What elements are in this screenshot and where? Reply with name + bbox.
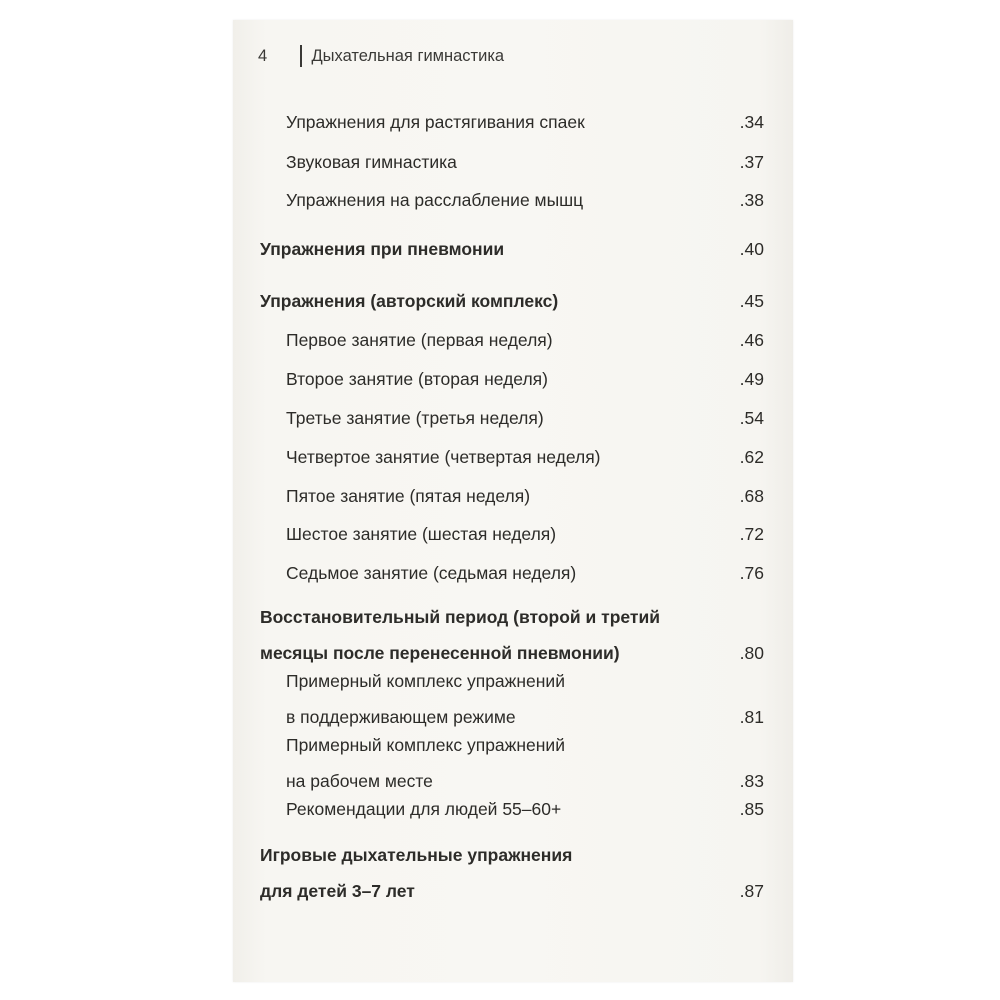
toc-entry-title: Третье занятие (третья неделя) [286,408,544,428]
dot-leader [550,398,737,424]
toc-entry-title: Первое занятие (первая неделя) [286,330,553,350]
toc-page-number: .34 [739,112,764,132]
toc-entry-title: Седьмое занятие (седьмая неделя) [286,563,577,583]
toc-page-number: .72 [739,524,764,544]
dot-leader [510,229,737,255]
toc-section-entry[interactable] [260,603,764,667]
toc-entry-title: Рекомендации для людей 55–60+ [286,799,562,819]
toc-page-number: .49 [739,369,764,389]
toc-page-number: .83 [739,771,764,791]
toc-entry-title: Упражнения при пневмонии [260,239,505,259]
toc-subsection-entry[interactable] [260,553,764,586]
toc-section-entry[interactable] [260,281,764,314]
toc-entry-title: Примерный комплекс упражнений [286,671,565,691]
dot-leader [562,514,737,540]
toc-entry-title: в поддерживающем режиме [286,707,516,727]
dot-leader [536,476,737,502]
dot-leader [439,759,737,787]
dot-leader [564,281,736,307]
toc-page-number: .40 [739,239,764,259]
toc-page-number: .85 [739,799,764,819]
toc-entry-title: для детей 3–7 лет [260,881,415,901]
toc-entry-title: Восстановительный период (второй и третий [260,607,660,627]
dot-leader [559,320,737,346]
page-number: 4 [258,46,268,65]
toc-page-number: .87 [739,881,764,901]
toc-page-number: .68 [739,486,764,506]
toc-subsection-entry[interactable] [260,320,764,353]
toc-subsection-entry[interactable] [260,102,764,135]
toc-entry-title: месяцы после перенесенной пневмонии) [260,643,620,663]
toc-page-number: .76 [739,563,764,583]
header-rule [300,45,302,67]
toc-subsection-entry[interactable] [260,142,764,175]
toc-page-number: .62 [739,447,764,467]
toc-entry-title: Звуковая гимнастика [286,152,457,172]
dot-leader [554,359,737,385]
toc-page-number: .38 [739,190,764,210]
toc-page-number: .54 [739,408,764,428]
toc-entry-title: Пятое занятие (пятая неделя) [286,486,531,506]
dot-leader [589,180,736,206]
dot-leader [522,695,737,723]
toc-subsection-entry[interactable] [260,437,764,470]
toc-entry-title: Упражнения (авторский комплекс) [260,291,559,311]
toc-entry-title: Шестое занятие (шестая неделя) [286,524,557,544]
dot-leader [463,142,737,168]
toc-subsection-entry[interactable] [260,667,764,731]
toc-subsection-entry[interactable] [260,359,764,392]
dot-leader [567,789,736,815]
toc-page-number: .37 [739,152,764,172]
toc-subsection-entry[interactable] [260,180,764,213]
toc-section-entry[interactable] [260,841,764,905]
dot-leader [582,553,736,579]
running-head-title: Дыхательная гимнастика [311,46,505,65]
toc-entry-title: Второе занятие (вторая неделя) [286,369,548,389]
toc-page-number: .45 [739,291,764,311]
toc-entry-title: Игровые дыхательные упражнения [260,845,573,865]
toc-subsection-entry[interactable] [260,514,764,547]
toc-subsection-entry[interactable] [260,398,764,431]
toc-subsection-entry[interactable] [260,789,764,822]
dot-leader [421,869,737,897]
toc-subsection-entry[interactable] [260,731,764,795]
toc-page-number: .80 [739,643,764,663]
toc-entry-title: Упражнения для растягивания спаек [286,112,585,132]
toc-page-number: .46 [739,330,764,350]
dot-leader [626,631,737,659]
dot-leader [607,437,737,463]
toc-entry-title: Четвертое занятие (четвертая неделя) [286,447,601,467]
dot-leader [591,102,737,128]
running-head [258,44,504,68]
toc-entry-title: Примерный комплекс упражнений [286,735,565,755]
toc-page-number: .81 [739,707,764,727]
toc-entry-title: на рабочем месте [286,771,433,791]
toc-subsection-entry[interactable] [260,476,764,509]
toc-section-entry[interactable] [260,229,764,262]
toc-entry-title: Упражнения на расслабление мышц [286,190,584,210]
